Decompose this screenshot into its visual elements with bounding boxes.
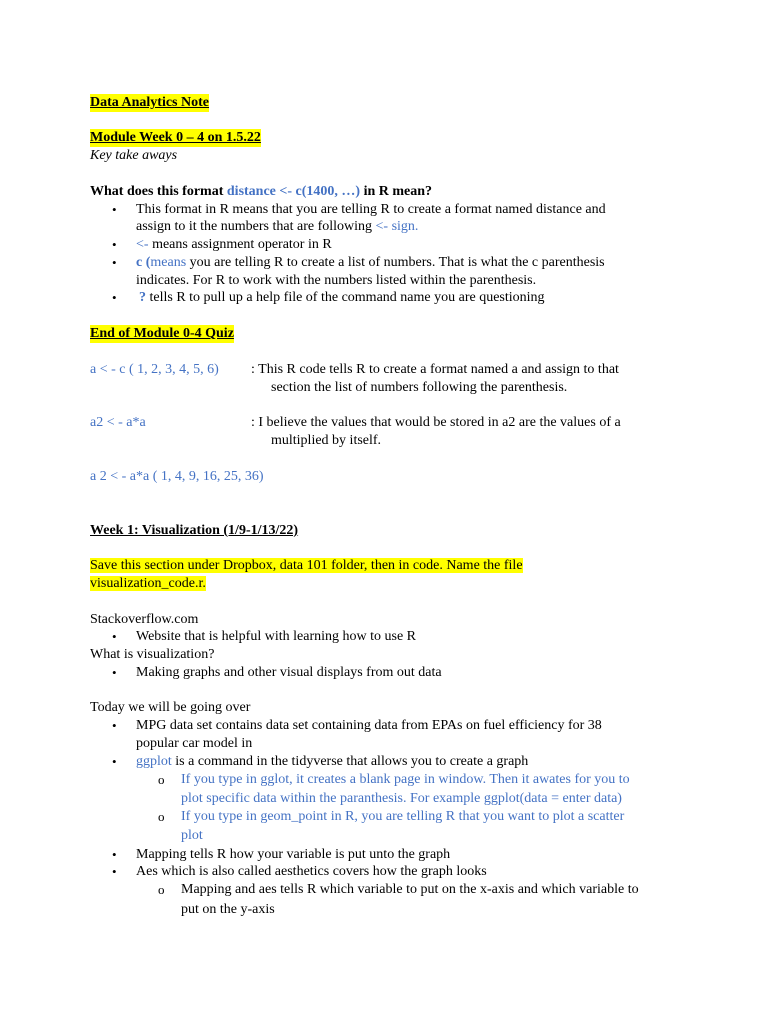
bullet-2-code: <- bbox=[136, 237, 149, 252]
ggplot-code: ggplot bbox=[136, 754, 172, 769]
bullet-3-text: you are telling R to create a list of numbers. That is what the c parenthesis bbox=[186, 255, 605, 270]
module-bullet-2 bbox=[136, 236, 332, 254]
bullet-glyph: • bbox=[112, 629, 117, 644]
bullet-glyph: • bbox=[112, 754, 117, 769]
bullet-glyph: • bbox=[112, 237, 117, 252]
aes-sub-line-1: Mapping and aes tells R which variable to put on the x-axis and which variable to bbox=[181, 882, 639, 897]
bullet-3-bold: c ( bbox=[136, 255, 151, 270]
question-post: in R mean? bbox=[360, 184, 433, 199]
quiz-row-2-desc-1: : I believe the values that would be stored in a2 are the values of a bbox=[251, 415, 621, 430]
stackoverflow-line: Stackoverflow.com bbox=[90, 612, 199, 627]
bullet-1-text: assign to it the numbers that are following bbox=[136, 219, 376, 234]
ggplot-bullet bbox=[136, 753, 528, 771]
bullet-4-code: ? bbox=[139, 290, 146, 305]
circle-bullet-glyph: o bbox=[158, 882, 165, 897]
module-bullet-3-line-2: indicates. For R to work with the numbers listed within the parenthesis. bbox=[136, 273, 537, 288]
ggplot-text: is a command in the tidyverse that allows you to create a graph bbox=[171, 754, 529, 769]
bullet-glyph: • bbox=[112, 864, 117, 879]
mapping-bullet: Mapping tells R how your variable is put unto the graph bbox=[136, 847, 451, 862]
module-bullet-1-line-1: This format in R means that you are telling R to create a format named distance and bbox=[136, 202, 606, 217]
mpg-bullet-line-1: MPG data set contains data set containing data from EPAs on fuel efficiency for 38 bbox=[136, 718, 602, 733]
quiz-row-1-desc-1: : This R code tells R to create a format named a and assign to that bbox=[251, 362, 619, 377]
visualization-bullet: Making graphs and other visual displays from out data bbox=[136, 665, 442, 680]
what-is-visualization: What is visualization? bbox=[90, 647, 215, 662]
bullet-glyph: • bbox=[112, 665, 117, 680]
module-bullet-3-line-1 bbox=[136, 254, 605, 272]
save-instructions-line-1 bbox=[90, 557, 523, 575]
bullet-glyph: • bbox=[112, 847, 117, 862]
document-title: Data Analytics Note bbox=[90, 95, 209, 110]
quiz-heading: End of Module 0-4 Quiz bbox=[90, 326, 234, 341]
ggplot-sub-2-line-1: If you type in geom_point in R, you are telling R that you want to plot a scatter bbox=[181, 809, 625, 824]
bullet-3-code: means bbox=[150, 255, 187, 270]
module-subheading: Key take aways bbox=[90, 148, 178, 163]
bullet-4-text: tells R to pull up a help file of the command name you are questioning bbox=[146, 290, 545, 305]
aes-bullet: Aes which is also called aesthetics covers how the graph looks bbox=[136, 864, 487, 879]
bullet-1-code: <- sign. bbox=[375, 219, 419, 234]
week1-heading: Week 1: Visualization (1/9-1/13/22) bbox=[90, 523, 299, 538]
quiz-row-3-code: a 2 < - a*a ( 1, 4, 9, 16, 25, 36) bbox=[90, 469, 264, 484]
bullet-glyph: • bbox=[112, 255, 117, 270]
stackoverflow-bullet: Website that is helpful with learning how to use R bbox=[136, 629, 416, 644]
aes-sub-line-2: put on the y-axis bbox=[181, 902, 275, 917]
today-heading: Today we will be going over bbox=[90, 700, 251, 715]
module-heading: Module Week 0 – 4 on 1.5.22 bbox=[90, 130, 261, 145]
ggplot-sub-2-line-2: plot bbox=[181, 828, 203, 843]
module-bullet-1-line-2 bbox=[136, 218, 418, 236]
quiz-row-2-code: a2 < - a*a bbox=[90, 415, 146, 430]
bullet-glyph: • bbox=[112, 290, 117, 305]
save-text-2: visualization_code.r. bbox=[90, 576, 206, 591]
quiz-row-1-code: a < - c ( 1, 2, 3, 4, 5, 6) bbox=[90, 362, 219, 377]
question-pre: What does this format bbox=[90, 184, 227, 199]
save-text-1: Save this section under Dropbox, data 101 folder, then in code. Name the file bbox=[90, 558, 523, 573]
question-code: distance <- c(1400, …) bbox=[226, 184, 361, 199]
ggplot-sub-1-line-2: plot specific data within the paranthesis. For example ggplot(data = enter data) bbox=[181, 791, 622, 806]
module-question bbox=[90, 183, 432, 201]
circle-bullet-glyph: o bbox=[158, 809, 165, 824]
ggplot-sub-1-line-1: If you type in gglot, it creates a blank page in window. Then it awates for you to bbox=[181, 772, 630, 787]
bullet-glyph: • bbox=[112, 202, 117, 217]
save-instructions-line-2 bbox=[90, 575, 206, 593]
module-bullet-4 bbox=[139, 289, 545, 307]
bullet-glyph: • bbox=[112, 718, 117, 733]
quiz-row-2-desc-2: multiplied by itself. bbox=[271, 433, 382, 448]
circle-bullet-glyph: o bbox=[158, 772, 165, 787]
quiz-row-1-desc-2: section the list of numbers following the parenthesis. bbox=[271, 380, 568, 395]
bullet-2-text: means assignment operator in R bbox=[148, 237, 332, 252]
mpg-bullet-line-2: popular car model in bbox=[136, 736, 253, 751]
